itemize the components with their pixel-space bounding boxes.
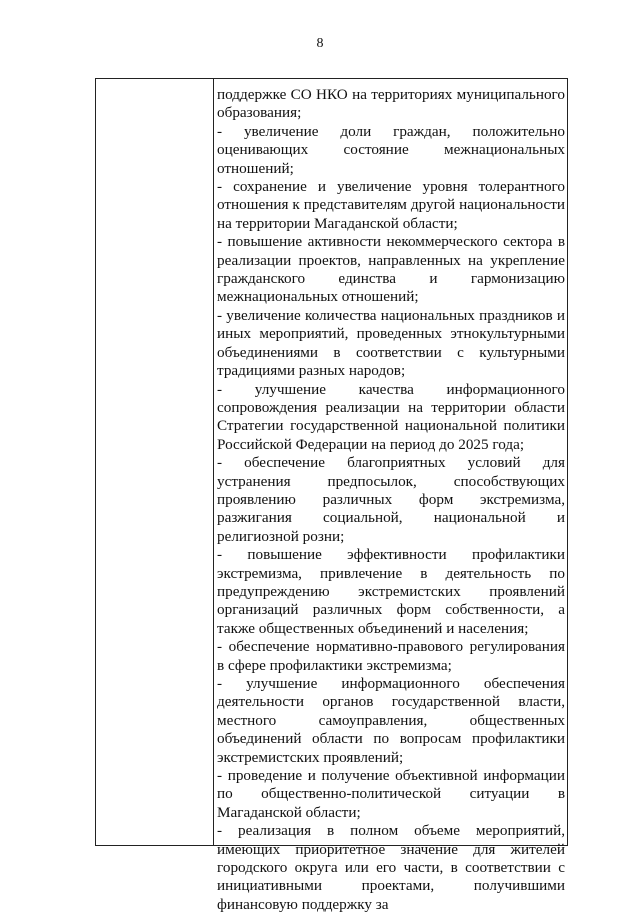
table-paragraph: - повышение активности некоммерческого сектора в реализации проектов, направленных на укрепление гражданского единства и гармонизацию межнациональных отношений; [217, 233, 565, 306]
table-paragraph: - увеличение количества национальных праздников и иных мероприятий, проведенных этнокультурными объединениями в соответствии с культурными традициями разных народов; [217, 306, 565, 380]
page-number: 8 [316, 36, 324, 51]
table-paragraph: - реализация в полном объеме мероприятий, имеющих приоритетное значение для жителей городского округа или его части, в соответствии с инициативными проектами, получившими финансовую поддержку за [217, 822, 565, 913]
document-table [95, 78, 568, 913]
table-paragraph: - обеспечение нормативно-правового регулирования в сфере профилактики экстремизма; [217, 638, 565, 674]
table-paragraph: - проведение и получение объективной информации по общественно-политической ситуации в Магаданской области; [217, 767, 565, 821]
table-paragraph: - увеличение доли граждан, положительно оценивающих состояние межнациональных отношений; [217, 122, 565, 177]
table-paragraph: - повышение эффективности профилактики экстремизма, привлечение в деятельность по предупреждению экстремистских проявлений организаций различных форм собственности, а также общественных объединений и населения; [217, 546, 565, 637]
table-paragraph: - сохранение и увеличение уровня толерантного отношения к представителям другой национальности на территории Магаданской области; [217, 178, 565, 232]
table-paragraph: - улучшение информационного обеспечения деятельности органов государственной власти, местного самоуправления, общественных объединений области по вопросам профилактики экстремистских проявлений; [217, 675, 565, 766]
table-paragraph: - улучшение качества информационного сопровождения реализации на территории области Стратегии государственной национальной политики Российской Федерации на период до 2025 года; [217, 380, 565, 453]
table-right-cell [217, 86, 565, 914]
table-paragraph: поддержке СО НКО на территориях муниципального образования; [217, 86, 565, 122]
table-column-divider [213, 79, 214, 845]
table-paragraph: - обеспечение благоприятных условий для устранения предпосылок, способствующих проявлению различных форм экстремизма, разжигания социальной, национальной и религиозной розни; [217, 454, 565, 545]
